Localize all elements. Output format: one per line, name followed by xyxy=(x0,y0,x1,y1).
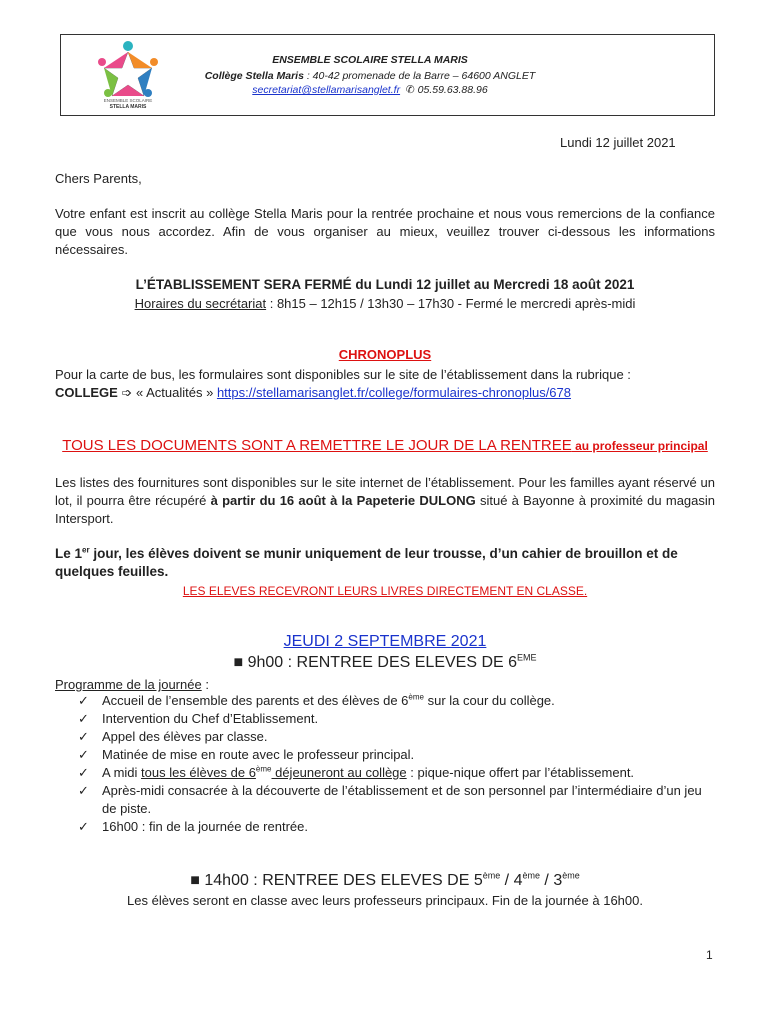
programme-colon: : xyxy=(201,677,209,692)
sup-5: ème xyxy=(482,870,501,881)
hours-label: Horaires du secrétariat xyxy=(134,296,267,311)
programme-heading xyxy=(55,677,209,692)
chronoplus-line1: Pour la carte de bus, les formulaires sont disponibles sur le site de l’établissement dans la rubrique : xyxy=(55,367,631,382)
sup-3: ème xyxy=(562,870,580,881)
checkmark-icon: ✓ xyxy=(78,819,89,834)
item-text: Intervention du Chef d’Etablissement. xyxy=(102,711,319,726)
logo-text-top: ENSEMBLE SCOLAIRE xyxy=(103,98,153,103)
item-sup: ème xyxy=(408,692,424,702)
sup-4: ème xyxy=(522,870,540,881)
checkmark-icon: ✓ xyxy=(78,711,89,726)
checkmark-icon: ✓ xyxy=(78,729,89,744)
item-text-post: : pique-nique offert par l’établissement. xyxy=(406,765,635,780)
afternoon-schedule xyxy=(55,872,715,890)
phone-icon: ✆ xyxy=(405,84,415,96)
item-text: 16h00 : fin de la journée de rentrée. xyxy=(102,819,308,834)
list-item xyxy=(78,692,718,710)
item-sup: ème xyxy=(255,764,272,774)
first-day-instructions xyxy=(55,545,715,581)
list-item xyxy=(78,710,718,728)
programme-list xyxy=(78,692,718,836)
afternoon-label: : RENTREE DES ELEVES DE 5 xyxy=(248,872,483,889)
item-underlined-2: déjeuneront au collège xyxy=(271,765,407,780)
jeudi-schedule xyxy=(55,654,715,672)
checkmark-icon: ✓ xyxy=(78,783,89,798)
email-link[interactable]: secretariat@stellamarisanglet.fr xyxy=(252,84,401,96)
college-name: Collège Stella Maris xyxy=(204,70,304,82)
item-text: Matinée de mise en route avec le professeur principal. xyxy=(102,747,415,762)
supplies-part1: Les listes des fournitures sont disponibles sur le site internet de l’établissement. Pour les familles ayant réservé un lot, il pourra être récupéré xyxy=(55,475,715,508)
grade-3: / 3 xyxy=(539,872,563,889)
hours-text: : 8h15 – 12h15 / 13h30 – 17h30 - Fermé le mercredi après-midi xyxy=(266,296,636,311)
jeudi-sup: EME xyxy=(517,652,537,663)
bullet-square-icon: ■ xyxy=(190,872,200,889)
item-text: Accueil de l’ensemble des parents et des élèves de 6 xyxy=(102,693,409,708)
arrow-right-icon: ➩ xyxy=(121,385,133,400)
afternoon-text: Les élèves seront en classe avec leurs professeurs principaux. Fin de la journée à 16h00. xyxy=(127,893,643,908)
bullet-square-icon: ■ xyxy=(233,654,244,671)
item-text-post: sur la cour du collège. xyxy=(423,693,555,708)
chronoplus-text xyxy=(55,366,715,402)
documents-title-suffix: au professeur principal xyxy=(571,439,708,453)
chronoplus-link[interactable]: https://stellamarisanglet.fr/college/formulaires-chronoplus/678 xyxy=(216,385,571,400)
list-item xyxy=(78,746,718,764)
chronoplus-title: CHRONOPLUS xyxy=(338,347,432,362)
actualites-label: « Actualités » xyxy=(132,385,217,400)
greeting: Chers Parents, xyxy=(55,171,142,186)
grade-4: / 4 xyxy=(500,872,523,889)
item-text: A midi xyxy=(102,765,142,780)
list-item xyxy=(78,818,718,836)
item-text: Après-midi consacrée à la découverte de l’établissement et de son personnel par l’intermédiaire d’un jeu de piste. xyxy=(102,783,702,816)
jeudi-label: : RENTREE DES ELEVES DE 6 xyxy=(283,654,518,671)
first-day-sup: er xyxy=(82,545,90,555)
supplies-part2: situé à Bayonne à proximité du magasin Intersport. xyxy=(55,493,715,526)
checkmark-icon: ✓ xyxy=(78,693,89,708)
list-item xyxy=(78,728,718,746)
supplies-paragraph xyxy=(55,474,715,528)
school-logo xyxy=(92,38,164,110)
item-text: Appel des élèves par classe. xyxy=(102,729,268,744)
list-item xyxy=(78,764,718,782)
school-name: ENSEMBLE SCOLAIRE STELLA MARIS xyxy=(272,54,468,66)
jeudi-time: 9h00 xyxy=(243,654,284,671)
college-label: COLLEGE xyxy=(55,385,118,400)
intro-paragraph: Votre enfant est inscrit au collège Stella Maris pour la rentrée prochaine et nous vous remercions de la confiance que vous nous accordez. Afin de vous organiser au mieux, veuillez trouver ci-dessous les informations nécessaires. xyxy=(55,206,715,257)
closure-title: L’ÉTABLISSEMENT SERA FERMÉ du Lundi 12 juillet au Mercredi 18 août 2021 xyxy=(135,277,635,292)
letter-date: Lundi 12 juillet 2021 xyxy=(560,135,676,150)
logo-text-bottom: STELLA MARIS xyxy=(109,104,147,110)
first-day-pre: Le 1 xyxy=(55,546,83,561)
item-underlined: tous les élèves de 6 xyxy=(141,765,256,780)
contact-line xyxy=(180,84,560,96)
list-item xyxy=(78,782,718,818)
jeudi-title: JEUDI 2 SEPTEMBRE 2021 xyxy=(283,633,487,650)
phone-number: 05.59.63.88.96 xyxy=(417,84,488,96)
first-day-post: jour, les élèves doivent se munir uniquement de leur trousse, d’un cahier de brouillon et de quelques feuilles. xyxy=(55,546,678,579)
documents-title xyxy=(55,437,715,454)
page-number: 1 xyxy=(706,948,713,962)
supplies-bold: à partir du 16 août à la Papeterie DULONG xyxy=(210,493,476,508)
checkmark-icon: ✓ xyxy=(78,765,89,780)
documents-title-main: TOUS LES DOCUMENTS SONT A REMETTRE LE JOUR DE LA RENTREE xyxy=(62,437,572,454)
address-text: : 40-42 promenade de la Barre – 64600 ANGLET xyxy=(303,70,536,82)
afternoon-time: 14h00 xyxy=(199,872,249,889)
programme-label: Programme de la journée xyxy=(55,677,202,692)
checkmark-icon: ✓ xyxy=(78,747,89,762)
school-address xyxy=(180,70,560,82)
books-notice: LES ELEVES RECEVRONT LEURS LIVRES DIRECTEMENT EN CLASSE. xyxy=(182,584,588,598)
secretariat-hours xyxy=(55,296,715,311)
